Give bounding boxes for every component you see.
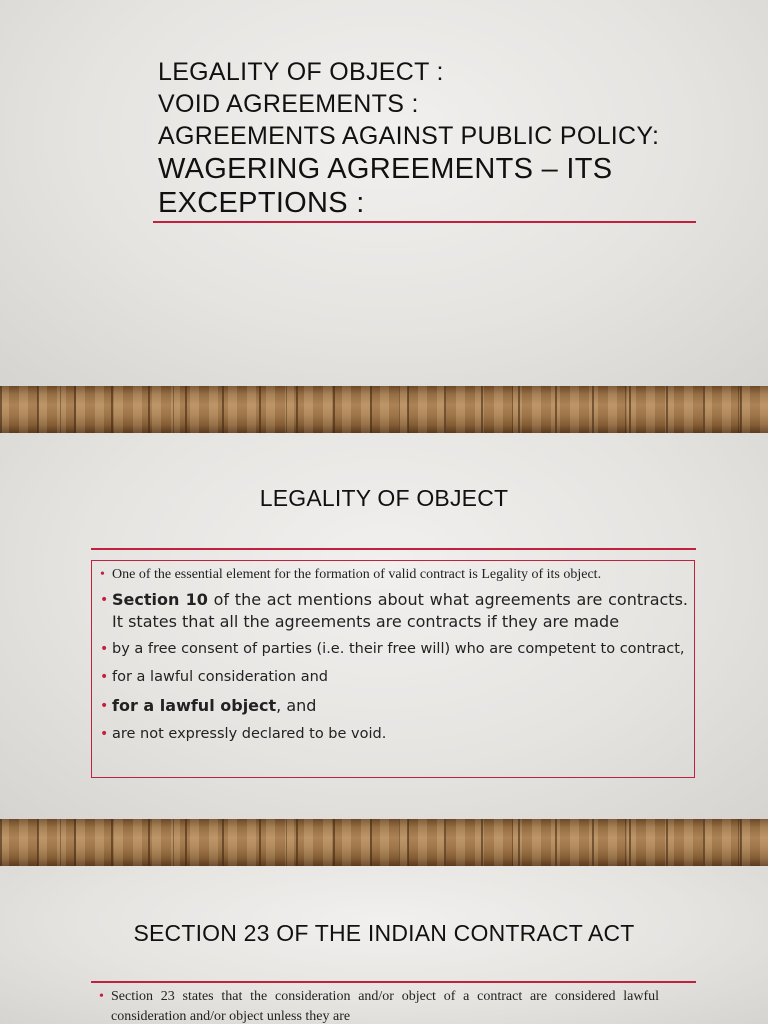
bullet-text: for a lawful consideration and xyxy=(112,669,328,685)
slide-2-title: LEGALITY OF OBJECT xyxy=(259,485,509,511)
bullet-text: Section 23 states that the consideration and/or object of a contract are considered lawful consideration and/or object unless they are xyxy=(111,989,659,1024)
bullet-list xyxy=(99,987,659,1024)
slide-3-content xyxy=(99,987,659,1024)
bullet-item xyxy=(100,639,688,660)
bullet-item xyxy=(100,724,688,745)
title-line-5: EXCEPTIONS : xyxy=(158,187,365,219)
bullet-bold-text: Section 10 xyxy=(112,590,208,609)
bullet-item xyxy=(100,667,688,688)
bullet-text: One of the essential element for the formation of valid contract is Legality of its object. xyxy=(112,567,602,582)
slide-1-title xyxy=(158,56,718,220)
wood-divider-2 xyxy=(0,819,768,866)
bullet-item xyxy=(100,589,688,633)
title-line-2: VOID AGREEMENTS : xyxy=(158,90,419,118)
slide-3-title: SECTION 23 OF THE INDIAN CONTRACT ACT xyxy=(133,920,635,946)
bullet-item xyxy=(100,565,688,585)
title-line-1: LEGALITY OF OBJECT : xyxy=(158,58,444,86)
title-underline xyxy=(153,221,696,223)
bullet-text: by a free consent of parties (i.e. their free will) who are competent to contract, xyxy=(112,641,685,657)
slide-3 xyxy=(0,866,768,1024)
slide-1 xyxy=(0,0,768,386)
bullet-item xyxy=(100,695,688,717)
bullet-text: of the act mentions about what agreements are contracts. It states that all the agreements are contracts if they are made xyxy=(112,590,688,631)
title-line-3: AGREEMENTS AGAINST PUBLIC POLICY: xyxy=(158,122,660,150)
title-underline xyxy=(91,548,696,550)
wood-divider-1 xyxy=(0,386,768,433)
content-box xyxy=(91,560,695,778)
bullet-list xyxy=(100,565,688,745)
slide-2 xyxy=(0,433,768,819)
bullet-item xyxy=(99,987,659,1024)
bullet-text: , and xyxy=(276,696,317,715)
title-underline xyxy=(91,981,696,983)
title-line-4: WAGERING AGREEMENTS – ITS xyxy=(158,153,613,185)
bullet-text: are not expressly declared to be void. xyxy=(112,726,387,742)
bullet-bold-text: for a lawful object xyxy=(112,696,277,715)
